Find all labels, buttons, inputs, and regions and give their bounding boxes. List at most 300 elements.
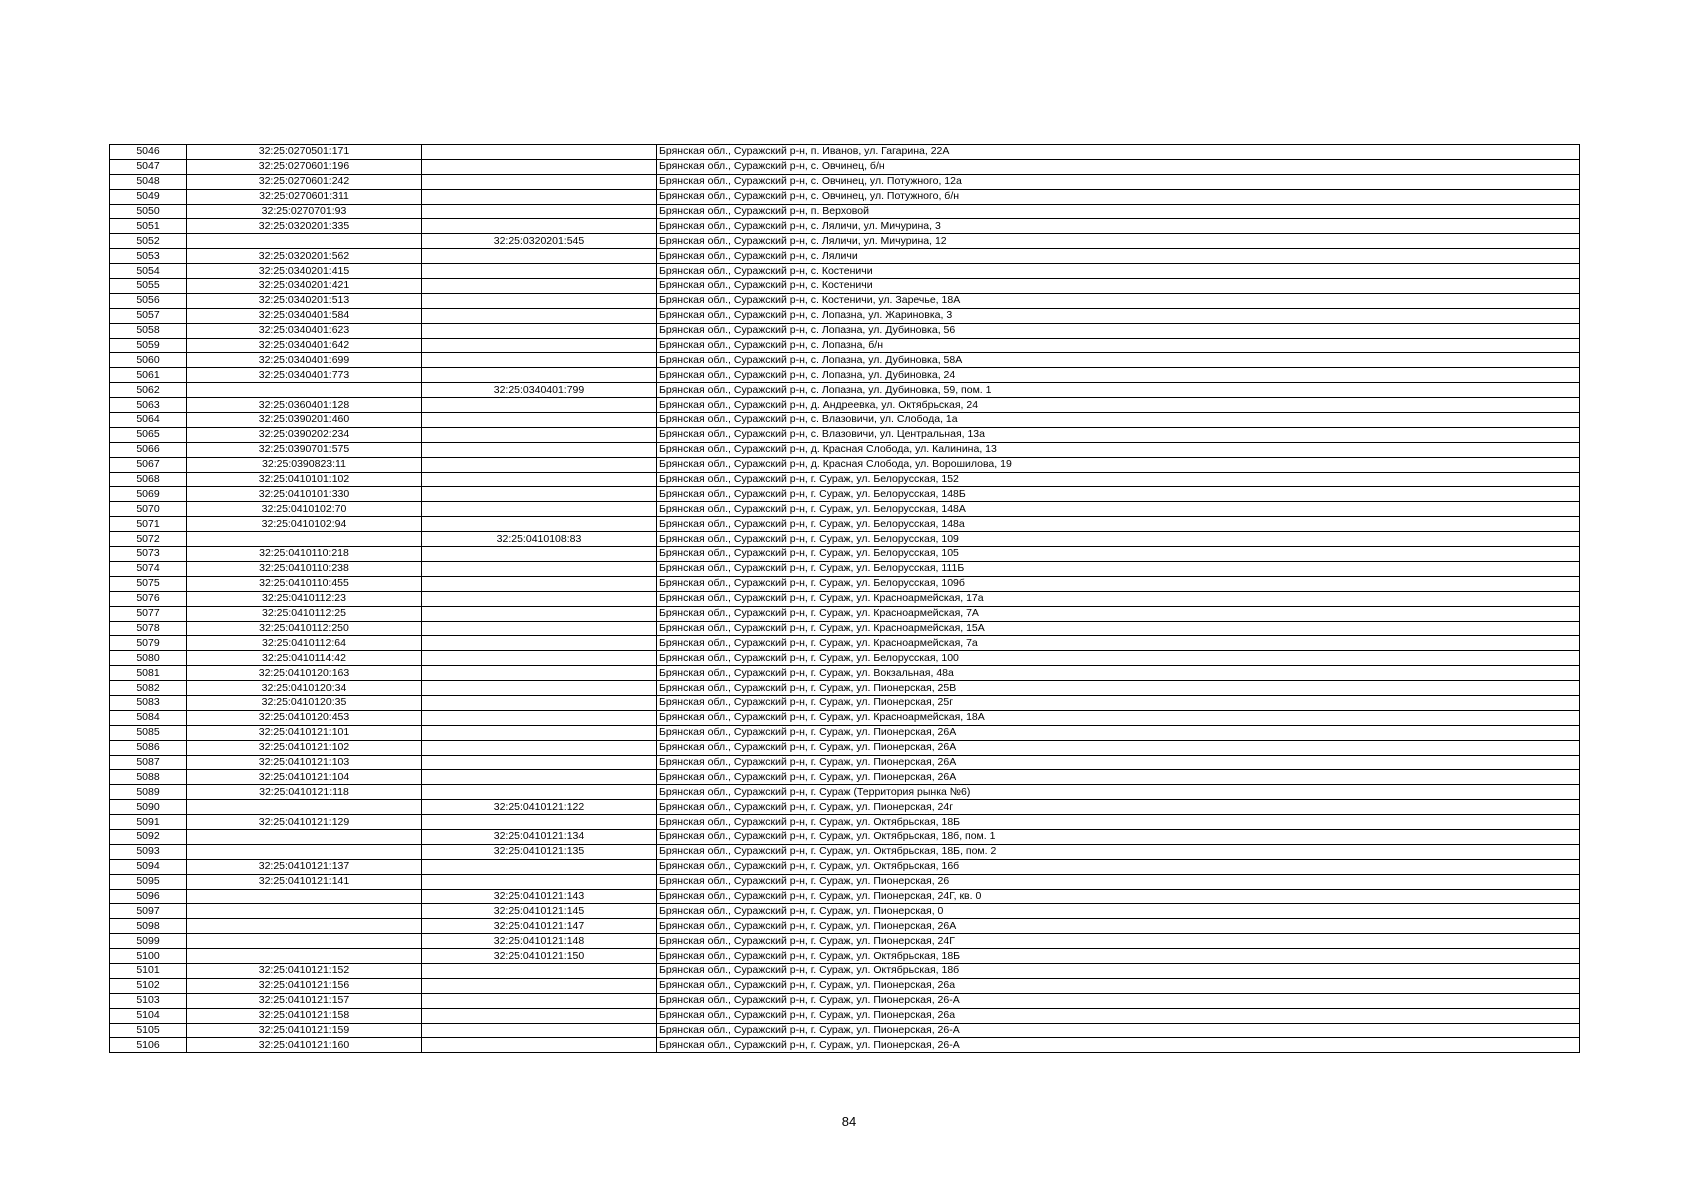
row-number-cell: 5054 bbox=[110, 264, 187, 279]
table-row bbox=[110, 547, 1580, 562]
cadastral-number-cell bbox=[187, 949, 422, 964]
row-number-cell: 5057 bbox=[110, 308, 187, 323]
address-cell: Брянская обл., Суражский р-н, г. Сураж, ул. Вокзальная, 48а bbox=[657, 666, 1580, 681]
table-row bbox=[110, 323, 1580, 338]
table-row bbox=[110, 993, 1580, 1008]
cadastral-number-alt-cell bbox=[422, 606, 657, 621]
cadastral-number-alt-cell bbox=[422, 725, 657, 740]
cadastral-number-cell: 32:25:0410102:94 bbox=[187, 517, 422, 532]
address-cell: Брянская обл., Суражский р-н, г. Сураж, ул. Октябрьская, 18Б bbox=[657, 815, 1580, 830]
address-cell: Брянская обл., Суражский р-н, г. Сураж, ул. Пионерская, 26А bbox=[657, 770, 1580, 785]
cadastral-number-alt-cell: 32:25:0320201:545 bbox=[422, 234, 657, 249]
address-cell: Брянская обл., Суражский р-н, г. Сураж, ул. Пионерская, 24Г bbox=[657, 934, 1580, 949]
cadastral-number-alt-cell bbox=[422, 993, 657, 1008]
table-row bbox=[110, 874, 1580, 889]
address-cell: Брянская обл., Суражский р-н, г. Сураж, ул. Пионерская, 26А bbox=[657, 740, 1580, 755]
cadastral-number-alt-cell bbox=[422, 666, 657, 681]
table-row bbox=[110, 189, 1580, 204]
cadastral-number-alt-cell bbox=[422, 427, 657, 442]
row-number-cell: 5101 bbox=[110, 963, 187, 978]
cadastral-number-cell: 32:25:0410110:238 bbox=[187, 561, 422, 576]
row-number-cell: 5062 bbox=[110, 383, 187, 398]
cadastral-number-cell: 32:25:0410120:163 bbox=[187, 666, 422, 681]
row-number-cell: 5093 bbox=[110, 844, 187, 859]
table-row bbox=[110, 755, 1580, 770]
table-row bbox=[110, 279, 1580, 294]
row-number-cell: 5069 bbox=[110, 487, 187, 502]
row-number-cell: 5056 bbox=[110, 293, 187, 308]
table-row bbox=[110, 442, 1580, 457]
table-row bbox=[110, 889, 1580, 904]
cadastral-number-cell: 32:25:0410114:42 bbox=[187, 651, 422, 666]
row-number-cell: 5047 bbox=[110, 159, 187, 174]
table-row bbox=[110, 844, 1580, 859]
cadastral-number-cell: 32:25:0410121:159 bbox=[187, 1023, 422, 1038]
row-number-cell: 5072 bbox=[110, 532, 187, 547]
cadastral-number-cell: 32:25:0410121:129 bbox=[187, 815, 422, 830]
address-cell: Брянская обл., Суражский р-н, г. Сураж, ул. Пионерская, 25г bbox=[657, 695, 1580, 710]
address-cell: Брянская обл., Суражский р-н, г. Сураж, ул. Пионерская, 26-А bbox=[657, 1038, 1580, 1053]
table-row bbox=[110, 666, 1580, 681]
address-cell: Брянская обл., Суражский р-н, г. Сураж, ул. Белорусская, 100 bbox=[657, 651, 1580, 666]
cadastral-number-alt-cell bbox=[422, 413, 657, 428]
cadastral-number-alt-cell: 32:25:0410121:145 bbox=[422, 904, 657, 919]
table-row bbox=[110, 904, 1580, 919]
table-row bbox=[110, 651, 1580, 666]
row-number-cell: 5100 bbox=[110, 949, 187, 964]
row-number-cell: 5092 bbox=[110, 829, 187, 844]
cadastral-number-alt-cell bbox=[422, 517, 657, 532]
cadastral-number-alt-cell bbox=[422, 308, 657, 323]
cadastral-number-alt-cell bbox=[422, 770, 657, 785]
row-number-cell: 5097 bbox=[110, 904, 187, 919]
cadastral-number-alt-cell bbox=[422, 204, 657, 219]
address-cell: Брянская обл., Суражский р-н, г. Сураж, ул. Пионерская, 25В bbox=[657, 681, 1580, 696]
row-number-cell: 5075 bbox=[110, 576, 187, 591]
cadastral-number-alt-cell: 32:25:0410121:134 bbox=[422, 829, 657, 844]
cadastral-number-cell: 32:25:0410121:137 bbox=[187, 859, 422, 874]
cadastral-number-cell: 32:25:0340401:773 bbox=[187, 368, 422, 383]
address-cell: Брянская обл., Суражский р-н, г. Сураж, ул. Октябрьская, 16б bbox=[657, 859, 1580, 874]
cadastral-number-cell: 32:25:0410120:453 bbox=[187, 710, 422, 725]
table-row bbox=[110, 725, 1580, 740]
row-number-cell: 5070 bbox=[110, 502, 187, 517]
row-number-cell: 5073 bbox=[110, 547, 187, 562]
row-number-cell: 5065 bbox=[110, 427, 187, 442]
row-number-cell: 5106 bbox=[110, 1038, 187, 1053]
cadastral-number-alt-cell bbox=[422, 591, 657, 606]
cadastral-number-cell bbox=[187, 532, 422, 547]
cadastral-number-alt-cell bbox=[422, 785, 657, 800]
row-number-cell: 5058 bbox=[110, 323, 187, 338]
cadastral-number-cell: 32:25:0410121:158 bbox=[187, 1008, 422, 1023]
address-cell: Брянская обл., Суражский р-н, г. Сураж, ул. Белорусская, 109 bbox=[657, 532, 1580, 547]
cadastral-number-cell: 32:25:0360401:128 bbox=[187, 398, 422, 413]
address-cell: Брянская обл., Суражский р-н, с. Лопазна, ул. Жариновка, 3 bbox=[657, 308, 1580, 323]
address-cell: Брянская обл., Суражский р-н, с. Овчинец, ул. Потужного, б/н bbox=[657, 189, 1580, 204]
table-row bbox=[110, 234, 1580, 249]
cadastral-number-alt-cell bbox=[422, 681, 657, 696]
address-cell: Брянская обл., Суражский р-н, г. Сураж, ул. Пионерская, 26А bbox=[657, 725, 1580, 740]
row-number-cell: 5053 bbox=[110, 249, 187, 264]
cadastral-number-cell: 32:25:0410112:64 bbox=[187, 636, 422, 651]
cadastral-number-alt-cell bbox=[422, 502, 657, 517]
cadastral-number-cell: 32:25:0410101:102 bbox=[187, 472, 422, 487]
cadastral-number-alt-cell bbox=[422, 353, 657, 368]
cadastral-number-alt-cell bbox=[422, 457, 657, 472]
table-row bbox=[110, 145, 1580, 160]
cadastral-number-cell: 32:25:0340401:584 bbox=[187, 308, 422, 323]
cadastral-number-cell: 32:25:0410102:70 bbox=[187, 502, 422, 517]
cadastral-number-cell: 32:25:0410121:101 bbox=[187, 725, 422, 740]
table-row bbox=[110, 487, 1580, 502]
table-row bbox=[110, 174, 1580, 189]
cadastral-number-alt-cell bbox=[422, 695, 657, 710]
address-cell: Брянская обл., Суражский р-н, д. Андреевка, ул. Октябрьская, 24 bbox=[657, 398, 1580, 413]
table-row bbox=[110, 204, 1580, 219]
address-cell: Брянская обл., Суражский р-н, г. Сураж, ул. Пионерская, 26-А bbox=[657, 993, 1580, 1008]
address-cell: Брянская обл., Суражский р-н, д. Красная Слобода, ул. Калинина, 13 bbox=[657, 442, 1580, 457]
cadastral-number-alt-cell bbox=[422, 978, 657, 993]
cadastral-number-alt-cell bbox=[422, 576, 657, 591]
address-cell: Брянская обл., Суражский р-н, г. Сураж, ул. Пионерская, 26а bbox=[657, 1008, 1580, 1023]
table-body bbox=[110, 145, 1580, 1053]
row-number-cell: 5085 bbox=[110, 725, 187, 740]
cadastral-number-alt-cell bbox=[422, 740, 657, 755]
table-row bbox=[110, 695, 1580, 710]
table-row bbox=[110, 591, 1580, 606]
cadastral-number-cell: 32:25:0390202:234 bbox=[187, 427, 422, 442]
row-number-cell: 5078 bbox=[110, 621, 187, 636]
table-row bbox=[110, 249, 1580, 264]
row-number-cell: 5088 bbox=[110, 770, 187, 785]
table-row bbox=[110, 398, 1580, 413]
row-number-cell: 5094 bbox=[110, 859, 187, 874]
row-number-cell: 5051 bbox=[110, 219, 187, 234]
cadastral-number-alt-cell: 32:25:0410121:148 bbox=[422, 934, 657, 949]
table-row bbox=[110, 413, 1580, 428]
cadastral-number-alt-cell: 32:25:0410121:143 bbox=[422, 889, 657, 904]
cadastral-number-alt-cell bbox=[422, 249, 657, 264]
address-cell: Брянская обл., Суражский р-н, г. Сураж, ул. Октябрьская, 18б, пом. 1 bbox=[657, 829, 1580, 844]
address-cell: Брянская обл., Суражский р-н, г. Сураж, ул. Октябрьская, 18Б bbox=[657, 949, 1580, 964]
row-number-cell: 5081 bbox=[110, 666, 187, 681]
row-number-cell: 5091 bbox=[110, 815, 187, 830]
cadastral-number-cell: 32:25:0410121:160 bbox=[187, 1038, 422, 1053]
address-cell: Брянская обл., Суражский р-н, д. Красная Слобода, ул. Ворошилова, 19 bbox=[657, 457, 1580, 472]
address-cell: Брянская обл., Суражский р-н, с. Ляличи bbox=[657, 249, 1580, 264]
table-row bbox=[110, 457, 1580, 472]
cadastral-number-cell: 32:25:0270601:196 bbox=[187, 159, 422, 174]
cadastral-number-cell: 32:25:0340401:642 bbox=[187, 338, 422, 353]
cadastral-number-cell bbox=[187, 904, 422, 919]
row-number-cell: 5105 bbox=[110, 1023, 187, 1038]
cadastral-number-alt-cell bbox=[422, 859, 657, 874]
cadastral-number-alt-cell bbox=[422, 1038, 657, 1053]
table-row bbox=[110, 383, 1580, 398]
address-cell: Брянская обл., Суражский р-н, с. Овчинец, ул. Потужного, 12а bbox=[657, 174, 1580, 189]
cadastral-number-alt-cell bbox=[422, 621, 657, 636]
address-cell: Брянская обл., Суражский р-н, п. Иванов, ул. Гагарина, 22А bbox=[657, 145, 1580, 160]
cadastral-number-cell: 32:25:0410121:152 bbox=[187, 963, 422, 978]
row-number-cell: 5050 bbox=[110, 204, 187, 219]
table-row bbox=[110, 815, 1580, 830]
address-cell: Брянская обл., Суражский р-н, г. Сураж, ул. Пионерская, 0 bbox=[657, 904, 1580, 919]
table-row bbox=[110, 963, 1580, 978]
cadastral-number-cell: 32:25:0270501:171 bbox=[187, 145, 422, 160]
property-table bbox=[109, 144, 1580, 1053]
cadastral-number-alt-cell bbox=[422, 323, 657, 338]
cadastral-number-cell: 32:25:0410121:157 bbox=[187, 993, 422, 1008]
address-cell: Брянская обл., Суражский р-н, г. Сураж, ул. Октябрьская, 18б bbox=[657, 963, 1580, 978]
row-number-cell: 5046 bbox=[110, 145, 187, 160]
cadastral-number-alt-cell: 32:25:0410121:150 bbox=[422, 949, 657, 964]
cadastral-number-alt-cell bbox=[422, 442, 657, 457]
address-cell: Брянская обл., Суражский р-н, п. Верховой bbox=[657, 204, 1580, 219]
row-number-cell: 5086 bbox=[110, 740, 187, 755]
row-number-cell: 5077 bbox=[110, 606, 187, 621]
table-row bbox=[110, 740, 1580, 755]
cadastral-number-alt-cell bbox=[422, 636, 657, 651]
cadastral-number-alt-cell bbox=[422, 472, 657, 487]
table-row bbox=[110, 264, 1580, 279]
cadastral-number-alt-cell bbox=[422, 293, 657, 308]
address-cell: Брянская обл., Суражский р-н, г. Сураж, ул. Красноармейская, 18А bbox=[657, 710, 1580, 725]
address-cell: Брянская обл., Суражский р-н, г. Сураж, ул. Пионерская, 26А bbox=[657, 755, 1580, 770]
row-number-cell: 5082 bbox=[110, 681, 187, 696]
address-cell: Брянская обл., Суражский р-н, г. Сураж, ул. Красноармейская, 15А bbox=[657, 621, 1580, 636]
cadastral-number-alt-cell bbox=[422, 189, 657, 204]
cadastral-number-cell: 32:25:0410120:34 bbox=[187, 681, 422, 696]
cadastral-number-cell bbox=[187, 829, 422, 844]
row-number-cell: 5104 bbox=[110, 1008, 187, 1023]
cadastral-number-alt-cell: 32:25:0410121:147 bbox=[422, 919, 657, 934]
cadastral-number-cell bbox=[187, 919, 422, 934]
address-cell: Брянская обл., Суражский р-н, с. Влазовичи, ул. Центральная, 13а bbox=[657, 427, 1580, 442]
cadastral-number-cell: 32:25:0270601:311 bbox=[187, 189, 422, 204]
cadastral-number-cell: 32:25:0270601:242 bbox=[187, 174, 422, 189]
address-cell: Брянская обл., Суражский р-н, г. Сураж, ул. Пионерская, 26-А bbox=[657, 1023, 1580, 1038]
cadastral-number-cell: 32:25:0340201:421 bbox=[187, 279, 422, 294]
address-cell: Брянская обл., Суражский р-н, с. Лопазна, ул. Дубиновка, 56 bbox=[657, 323, 1580, 338]
cadastral-number-cell: 32:25:0410121:141 bbox=[187, 874, 422, 889]
row-number-cell: 5083 bbox=[110, 695, 187, 710]
cadastral-number-cell: 32:25:0410112:23 bbox=[187, 591, 422, 606]
table-row bbox=[110, 800, 1580, 815]
address-cell: Брянская обл., Суражский р-н, с. Лопазна, б/н bbox=[657, 338, 1580, 353]
address-cell: Брянская обл., Суражский р-н, с. Костеничи bbox=[657, 279, 1580, 294]
address-cell: Брянская обл., Суражский р-н, с. Ляличи, ул. Мичурина, 3 bbox=[657, 219, 1580, 234]
cadastral-number-cell: 32:25:0410112:25 bbox=[187, 606, 422, 621]
table-row bbox=[110, 829, 1580, 844]
address-cell: Брянская обл., Суражский р-н, г. Сураж, ул. Пионерская, 26 bbox=[657, 874, 1580, 889]
cadastral-number-alt-cell bbox=[422, 710, 657, 725]
row-number-cell: 5099 bbox=[110, 934, 187, 949]
cadastral-number-cell bbox=[187, 889, 422, 904]
cadastral-number-cell: 32:25:0410121:156 bbox=[187, 978, 422, 993]
cadastral-number-alt-cell bbox=[422, 368, 657, 383]
table-row bbox=[110, 636, 1580, 651]
address-cell: Брянская обл., Суражский р-н, г. Сураж, ул. Пионерская, 26А bbox=[657, 919, 1580, 934]
cadastral-number-alt-cell bbox=[422, 547, 657, 562]
table-row bbox=[110, 1038, 1580, 1053]
cadastral-number-cell: 32:25:0410120:35 bbox=[187, 695, 422, 710]
row-number-cell: 5079 bbox=[110, 636, 187, 651]
cadastral-number-alt-cell bbox=[422, 963, 657, 978]
cadastral-number-alt-cell bbox=[422, 1023, 657, 1038]
address-cell: Брянская обл., Суражский р-н, г. Сураж, ул. Белорусская, 111Б bbox=[657, 561, 1580, 576]
row-number-cell: 5071 bbox=[110, 517, 187, 532]
address-cell: Брянская обл., Суражский р-н, г. Сураж, ул. Красноармейская, 17а bbox=[657, 591, 1580, 606]
row-number-cell: 5059 bbox=[110, 338, 187, 353]
cadastral-number-cell: 32:25:0410121:102 bbox=[187, 740, 422, 755]
cadastral-number-cell bbox=[187, 383, 422, 398]
cadastral-number-cell bbox=[187, 934, 422, 949]
cadastral-number-alt-cell bbox=[422, 651, 657, 666]
cadastral-number-alt-cell bbox=[422, 159, 657, 174]
cadastral-number-alt-cell bbox=[422, 279, 657, 294]
cadastral-number-cell: 32:25:0410121:104 bbox=[187, 770, 422, 785]
table-row bbox=[110, 1023, 1580, 1038]
cadastral-number-alt-cell bbox=[422, 174, 657, 189]
table-row bbox=[110, 368, 1580, 383]
row-number-cell: 5103 bbox=[110, 993, 187, 1008]
row-number-cell: 5076 bbox=[110, 591, 187, 606]
cadastral-number-cell: 32:25:0390701:575 bbox=[187, 442, 422, 457]
cadastral-number-alt-cell: 32:25:0410108:83 bbox=[422, 532, 657, 547]
cadastral-number-cell: 32:25:0410101:330 bbox=[187, 487, 422, 502]
cadastral-number-cell: 32:25:0340201:513 bbox=[187, 293, 422, 308]
row-number-cell: 5061 bbox=[110, 368, 187, 383]
cadastral-number-cell: 32:25:0320201:335 bbox=[187, 219, 422, 234]
address-cell: Брянская обл., Суражский р-н, с. Лопазна, ул. Дубиновка, 24 bbox=[657, 368, 1580, 383]
address-cell: Брянская обл., Суражский р-н, г. Сураж, ул. Пионерская, 24Г, кв. 0 bbox=[657, 889, 1580, 904]
cadastral-number-cell: 32:25:0390823:11 bbox=[187, 457, 422, 472]
table-row bbox=[110, 502, 1580, 517]
address-cell: Брянская обл., Суражский р-н, г. Сураж, ул. Красноармейская, 7а bbox=[657, 636, 1580, 651]
cadastral-number-alt-cell bbox=[422, 145, 657, 160]
row-number-cell: 5095 bbox=[110, 874, 187, 889]
page-number: 84 bbox=[841, 1114, 857, 1129]
table-row bbox=[110, 472, 1580, 487]
address-cell: Брянская обл., Суражский р-н, г. Сураж, ул. Белорусская, 105 bbox=[657, 547, 1580, 562]
row-number-cell: 5067 bbox=[110, 457, 187, 472]
cadastral-number-cell: 32:25:0390201:460 bbox=[187, 413, 422, 428]
address-cell: Брянская обл., Суражский р-н, г. Сураж (Территория рынка №6) bbox=[657, 785, 1580, 800]
table-row bbox=[110, 785, 1580, 800]
cadastral-number-cell: 32:25:0410110:218 bbox=[187, 547, 422, 562]
table-row bbox=[110, 308, 1580, 323]
cadastral-number-alt-cell bbox=[422, 561, 657, 576]
address-cell: Брянская обл., Суражский р-н, г. Сураж, ул. Белорусская, 148а bbox=[657, 517, 1580, 532]
table-row bbox=[110, 919, 1580, 934]
row-number-cell: 5049 bbox=[110, 189, 187, 204]
table-row bbox=[110, 353, 1580, 368]
table-row bbox=[110, 681, 1580, 696]
row-number-cell: 5060 bbox=[110, 353, 187, 368]
cadastral-number-alt-cell bbox=[422, 398, 657, 413]
address-cell: Брянская обл., Суражский р-н, с. Костеничи bbox=[657, 264, 1580, 279]
cadastral-number-alt-cell bbox=[422, 1008, 657, 1023]
row-number-cell: 5066 bbox=[110, 442, 187, 457]
table-row bbox=[110, 934, 1580, 949]
table-row bbox=[110, 770, 1580, 785]
address-cell: Брянская обл., Суражский р-н, г. Сураж, ул. Белорусская, 152 bbox=[657, 472, 1580, 487]
table-row bbox=[110, 159, 1580, 174]
cadastral-number-alt-cell bbox=[422, 264, 657, 279]
cadastral-number-cell: 32:25:0340201:415 bbox=[187, 264, 422, 279]
address-cell: Брянская обл., Суражский р-н, с. Лопазна, ул. Дубиновка, 59, пом. 1 bbox=[657, 383, 1580, 398]
address-cell: Брянская обл., Суражский р-н, г. Сураж, ул. Пионерская, 24г bbox=[657, 800, 1580, 815]
table-row bbox=[110, 859, 1580, 874]
table-row bbox=[110, 1008, 1580, 1023]
table-row bbox=[110, 710, 1580, 725]
address-cell: Брянская обл., Суражский р-н, с. Ляличи, ул. Мичурина, 12 bbox=[657, 234, 1580, 249]
cadastral-number-cell: 32:25:0340401:623 bbox=[187, 323, 422, 338]
cadastral-number-cell: 32:25:0320201:562 bbox=[187, 249, 422, 264]
row-number-cell: 5063 bbox=[110, 398, 187, 413]
row-number-cell: 5052 bbox=[110, 234, 187, 249]
table-row bbox=[110, 338, 1580, 353]
row-number-cell: 5096 bbox=[110, 889, 187, 904]
cadastral-number-cell: 32:25:0410121:118 bbox=[187, 785, 422, 800]
cadastral-number-cell: 32:25:0410110:455 bbox=[187, 576, 422, 591]
address-cell: Брянская обл., Суражский р-н, г. Сураж, ул. Красноармейская, 7А bbox=[657, 606, 1580, 621]
row-number-cell: 5048 bbox=[110, 174, 187, 189]
table-row bbox=[110, 219, 1580, 234]
cadastral-number-cell: 32:25:0340401:699 bbox=[187, 353, 422, 368]
address-cell: Брянская обл., Суражский р-н, с. Влазовичи, ул. Слобода, 1а bbox=[657, 413, 1580, 428]
table-row bbox=[110, 427, 1580, 442]
address-cell: Брянская обл., Суражский р-н, г. Сураж, ул. Белорусская, 109б bbox=[657, 576, 1580, 591]
cadastral-number-cell: 32:25:0410112:250 bbox=[187, 621, 422, 636]
address-cell: Брянская обл., Суражский р-н, с. Овчинец, б/н bbox=[657, 159, 1580, 174]
table-row bbox=[110, 949, 1580, 964]
cadastral-number-cell bbox=[187, 844, 422, 859]
cadastral-number-cell: 32:25:0270701:93 bbox=[187, 204, 422, 219]
row-number-cell: 5102 bbox=[110, 978, 187, 993]
cadastral-number-alt-cell bbox=[422, 338, 657, 353]
row-number-cell: 5068 bbox=[110, 472, 187, 487]
table-row bbox=[110, 293, 1580, 308]
address-cell: Брянская обл., Суражский р-н, с. Костеничи, ул. Заречье, 18А bbox=[657, 293, 1580, 308]
cadastral-number-alt-cell: 32:25:0340401:799 bbox=[422, 383, 657, 398]
row-number-cell: 5074 bbox=[110, 561, 187, 576]
address-cell: Брянская обл., Суражский р-н, с. Лопазна, ул. Дубиновка, 58А bbox=[657, 353, 1580, 368]
address-cell: Брянская обл., Суражский р-н, г. Сураж, ул. Пионерская, 26а bbox=[657, 978, 1580, 993]
row-number-cell: 5087 bbox=[110, 755, 187, 770]
cadastral-number-cell bbox=[187, 234, 422, 249]
table-row bbox=[110, 606, 1580, 621]
cadastral-number-alt-cell bbox=[422, 874, 657, 889]
cadastral-number-alt-cell bbox=[422, 487, 657, 502]
table-row bbox=[110, 978, 1580, 993]
table-row bbox=[110, 576, 1580, 591]
address-cell: Брянская обл., Суражский р-н, г. Сураж, ул. Белорусская, 148Б bbox=[657, 487, 1580, 502]
cadastral-number-alt-cell bbox=[422, 755, 657, 770]
address-cell: Брянская обл., Суражский р-н, г. Сураж, ул. Октябрьская, 18Б, пом. 2 bbox=[657, 844, 1580, 859]
cadastral-number-alt-cell bbox=[422, 815, 657, 830]
table-row bbox=[110, 532, 1580, 547]
table-row bbox=[110, 517, 1580, 532]
address-cell: Брянская обл., Суражский р-н, г. Сураж, ул. Белорусская, 148А bbox=[657, 502, 1580, 517]
row-number-cell: 5080 bbox=[110, 651, 187, 666]
row-number-cell: 5090 bbox=[110, 800, 187, 815]
cadastral-number-cell: 32:25:0410121:103 bbox=[187, 755, 422, 770]
table-row bbox=[110, 621, 1580, 636]
row-number-cell: 5055 bbox=[110, 279, 187, 294]
cadastral-number-cell bbox=[187, 800, 422, 815]
